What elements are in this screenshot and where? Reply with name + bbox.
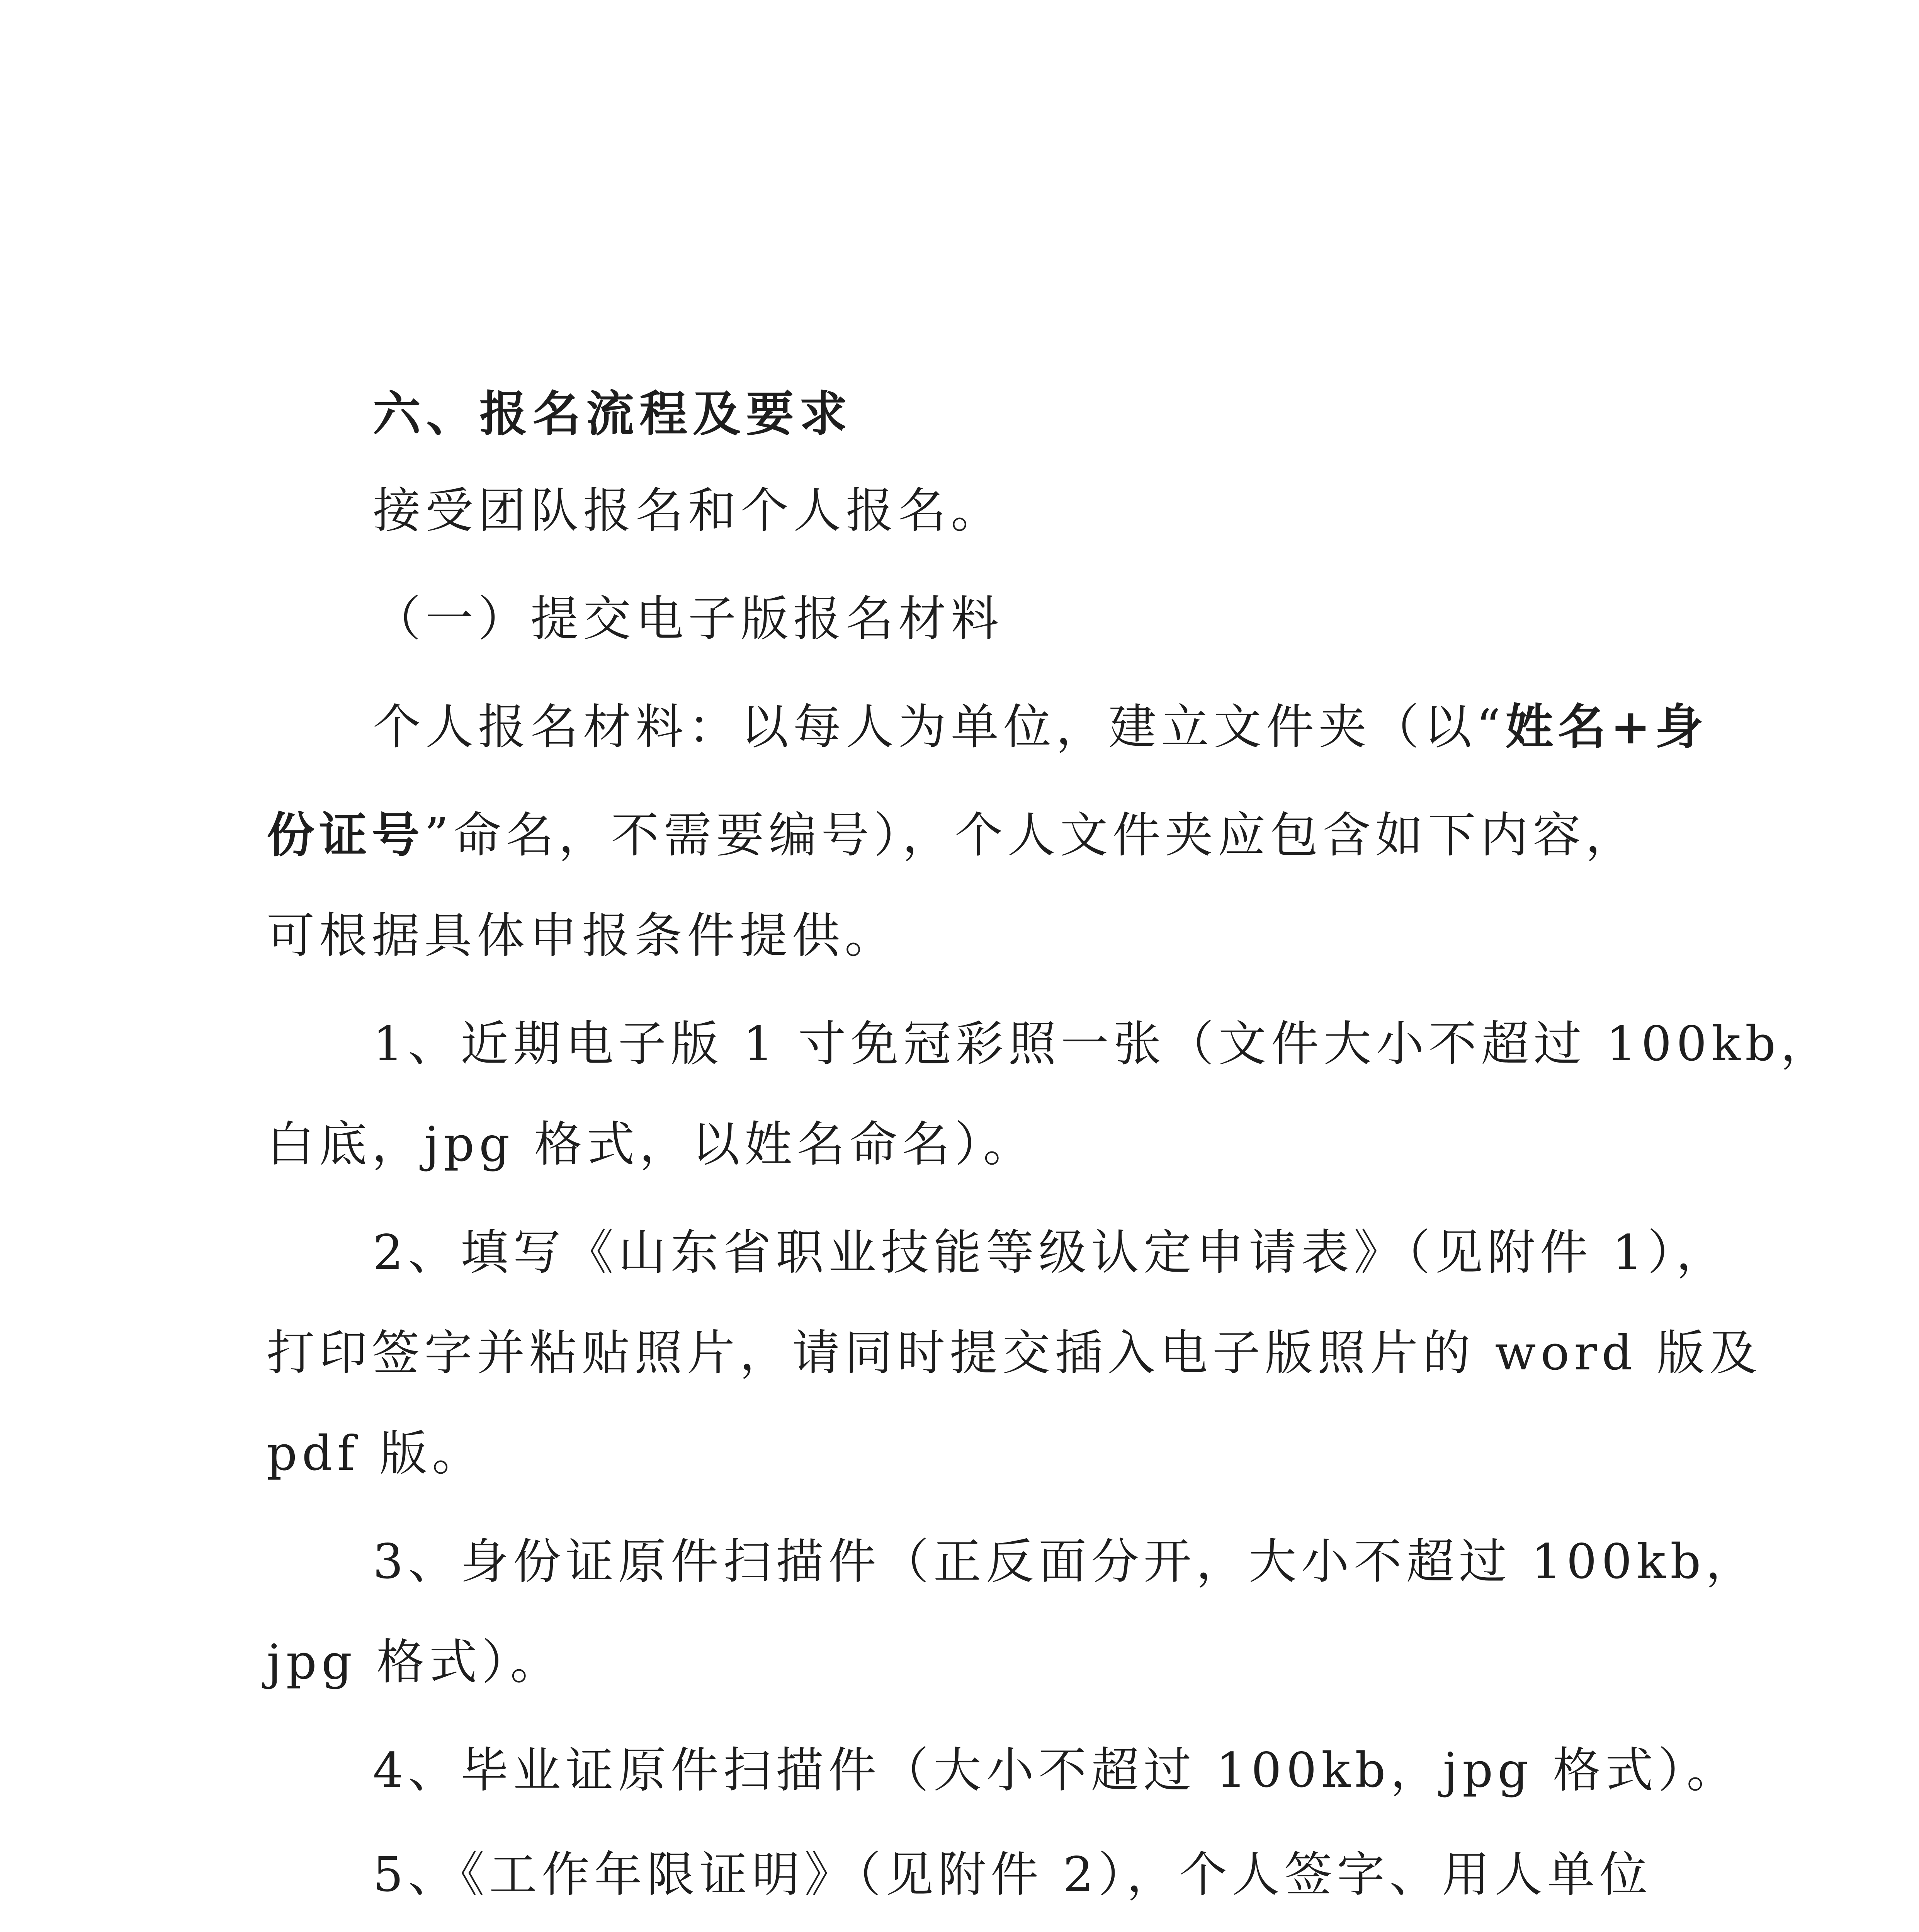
item-1-line2: 白底，jpg 格式，以姓名命名）。 [267,1117,1036,1172]
item-2-line3: pdf 版。 [267,1426,485,1481]
para1-line2 [267,807,1638,863]
item-3-line1: 3、身份证原件扫描件（正反面分开，大小不超过 100kb， [373,1534,1758,1590]
subheading: （一）提交电子版报名材料 [373,591,1004,647]
item-2-line2: 打印签字并粘贴照片，请同时提交插入电子版照片的 word 版及 [267,1325,1762,1381]
para1-line1-text: 个人报名材料：以每人为单位，建立文件夹（以“ [373,699,1506,755]
para1-line3: 可根据具体申报条件提供。 [267,908,897,964]
item-4-line1: 4、毕业证原件扫描件（大小不超过 100kb，jpg 格式）。 [373,1743,1739,1798]
section-heading: 六、报名流程及要求 [373,386,853,442]
para1-line2-bold: 份证号 [267,807,425,863]
item-5-line1: 5、《工作年限证明》（见附件 2），个人签字、用人单位 [373,1847,1652,1903]
item-3-line2: jpg 格式）。 [267,1634,563,1690]
para1-line1-bold: 姓名+身 [1505,699,1708,755]
item-1-line1: 1、近期电子版 1 寸免冠彩照一张（文件大小不超过 100kb， [373,1016,1833,1072]
para1-line1 [373,699,1708,755]
para1-line2-text: ”命名，不需要编号），个人文件夹应包含如下内容， [424,808,1638,863]
intro-text: 接受团队报名和个人报名。 [373,483,1004,539]
item-2-line1: 2、填写《山东省职业技能等级认定申请表》（见附件 1）， [373,1225,1729,1281]
